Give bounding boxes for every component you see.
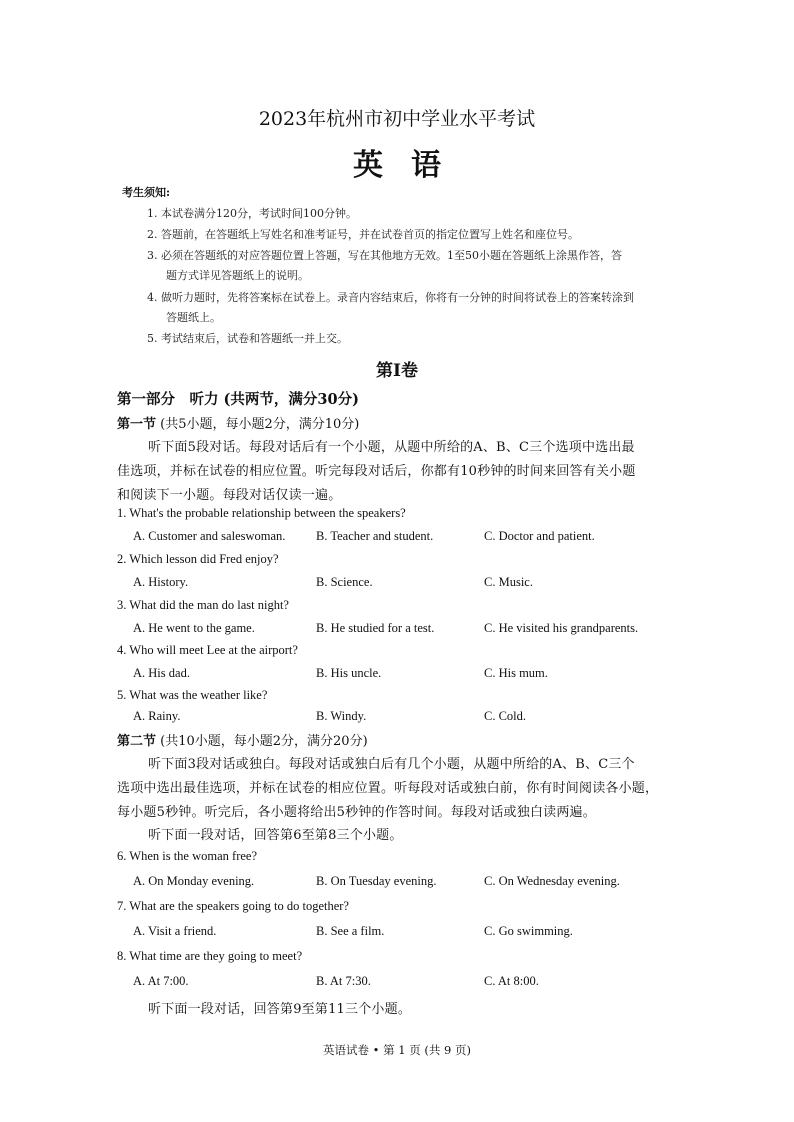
- option-c: C. Cold.: [484, 709, 527, 723]
- option-a: A. Rainy.: [133, 709, 181, 723]
- instruction-line: 选项中选出最佳选项，并标在试卷的相应位置。听每段对话或独白前，你有时间阅读各小题，: [117, 781, 659, 796]
- option-a: A. History.: [133, 575, 189, 589]
- question-stem: 2. Which lesson did Fred enjoy?: [117, 552, 279, 566]
- notice-item: 1. 本试卷满分120分，考试时间100分钟。: [147, 207, 357, 220]
- option-b: B. Science.: [316, 575, 373, 589]
- notice-item: 答题纸上。: [166, 311, 221, 324]
- option-c: C. At 8:00.: [484, 974, 539, 988]
- section1-info: (共5小题，每小题2分，满分10分): [160, 417, 360, 432]
- option-c: C. On Wednesday evening.: [484, 874, 620, 888]
- section2-info: (共10小题，每小题2分，满分20分): [160, 734, 368, 749]
- volume-heading: 第I卷: [376, 361, 418, 381]
- section2-heading: [117, 730, 368, 749]
- option-b: B. Teacher and student.: [316, 529, 434, 543]
- option-c: C. Go swimming.: [484, 924, 573, 938]
- instruction-line: 和阅读下一小题。每段对话仅读一遍。: [117, 488, 342, 503]
- option-c: C. Doctor and patient.: [484, 529, 595, 543]
- notice-item: 4. 做听力题时，先将答案标在试卷上。录音内容结束后，你将有一分钟的时间将试卷上的答案转涂到: [147, 291, 634, 304]
- notice-item: 题方式详见答题纸上的说明。: [166, 269, 309, 282]
- listening-lead: 听下面一段对话，回答第6至第8三个小题。: [148, 828, 403, 843]
- option-a: A. His dad.: [133, 666, 190, 680]
- subject-title: 英语: [353, 148, 469, 183]
- notice-item: 5. 考试结束后，试卷和答题纸一并上交。: [147, 332, 348, 345]
- option-a: A. He went to the game.: [133, 621, 255, 635]
- question-stem: 3. What did the man do last night?: [117, 598, 289, 612]
- option-b: B. Windy.: [316, 709, 367, 723]
- listening-lead: 听下面一段对话，回答第9至第11三个小题。: [148, 1002, 412, 1017]
- option-a: A. Visit a friend.: [133, 924, 217, 938]
- option-c: C. He visited his grandparents.: [484, 621, 639, 635]
- option-b: B. See a film.: [316, 924, 385, 938]
- option-b: B. At 7:30.: [316, 974, 371, 988]
- section1-label: 第一节: [117, 417, 157, 432]
- notice-item: 3. 必须在答题纸的对应答题位置上答题，写在其他地方无效。1至50小题在答题纸上涂黑作答，答: [147, 249, 622, 262]
- instruction-line: 每小题5秒钟。听完后，各小题将给出5秒钟的作答时间。每段对话或独白读两遍。: [117, 805, 596, 820]
- exam-title: 2023年杭州市初中学业水平考试: [258, 108, 536, 130]
- notice-heading: 考生须知:: [122, 186, 171, 199]
- instruction-line: 听下面3段对话或独白。每段对话或独白后有几个小题，从题中所给的A、B、C三个: [148, 757, 635, 772]
- option-b: B. On Tuesday evening.: [316, 874, 437, 888]
- instruction-line: 听下面5段对话。每段对话后有一个小题，从题中所给的A、B、C三个选项中选出最: [148, 440, 635, 455]
- option-a: A. Customer and saleswoman.: [133, 529, 286, 543]
- notice-item: 2. 答题前，在答题纸上写姓名和准考证号，并在试卷首页的指定位置写上姓名和座位号。: [147, 228, 579, 241]
- part-heading: 第一部分 听力 (共两节，满分30分): [117, 391, 359, 408]
- question-stem: 7. What are the speakers going to do together?: [117, 899, 349, 913]
- question-stem: 5. What was the weather like?: [117, 688, 268, 702]
- option-c: C. His mum.: [484, 666, 548, 680]
- section2-label: 第二节: [117, 734, 157, 749]
- option-b: B. He studied for a test.: [316, 621, 435, 635]
- page-footer: 英语试卷 • 第 1 页 (共 9 页): [323, 1043, 471, 1057]
- option-a: A. On Monday evening.: [133, 874, 255, 888]
- question-stem: 6. When is the woman free?: [117, 849, 257, 863]
- question-stem: 8. What time are they going to meet?: [117, 949, 303, 963]
- section1-heading: [117, 413, 359, 432]
- question-stem: 4. Who will meet Lee at the airport?: [117, 643, 298, 657]
- instruction-line: 佳选项，并标在试卷的相应位置。听完每段对话后，你都有10秒钟的时间来回答有关小题: [117, 464, 636, 479]
- option-a: A. At 7:00.: [133, 974, 189, 988]
- option-b: B. His uncle.: [316, 666, 382, 680]
- option-c: C. Music.: [484, 575, 533, 589]
- question-stem: 1. What's the probable relationship between the speakers?: [117, 506, 406, 520]
